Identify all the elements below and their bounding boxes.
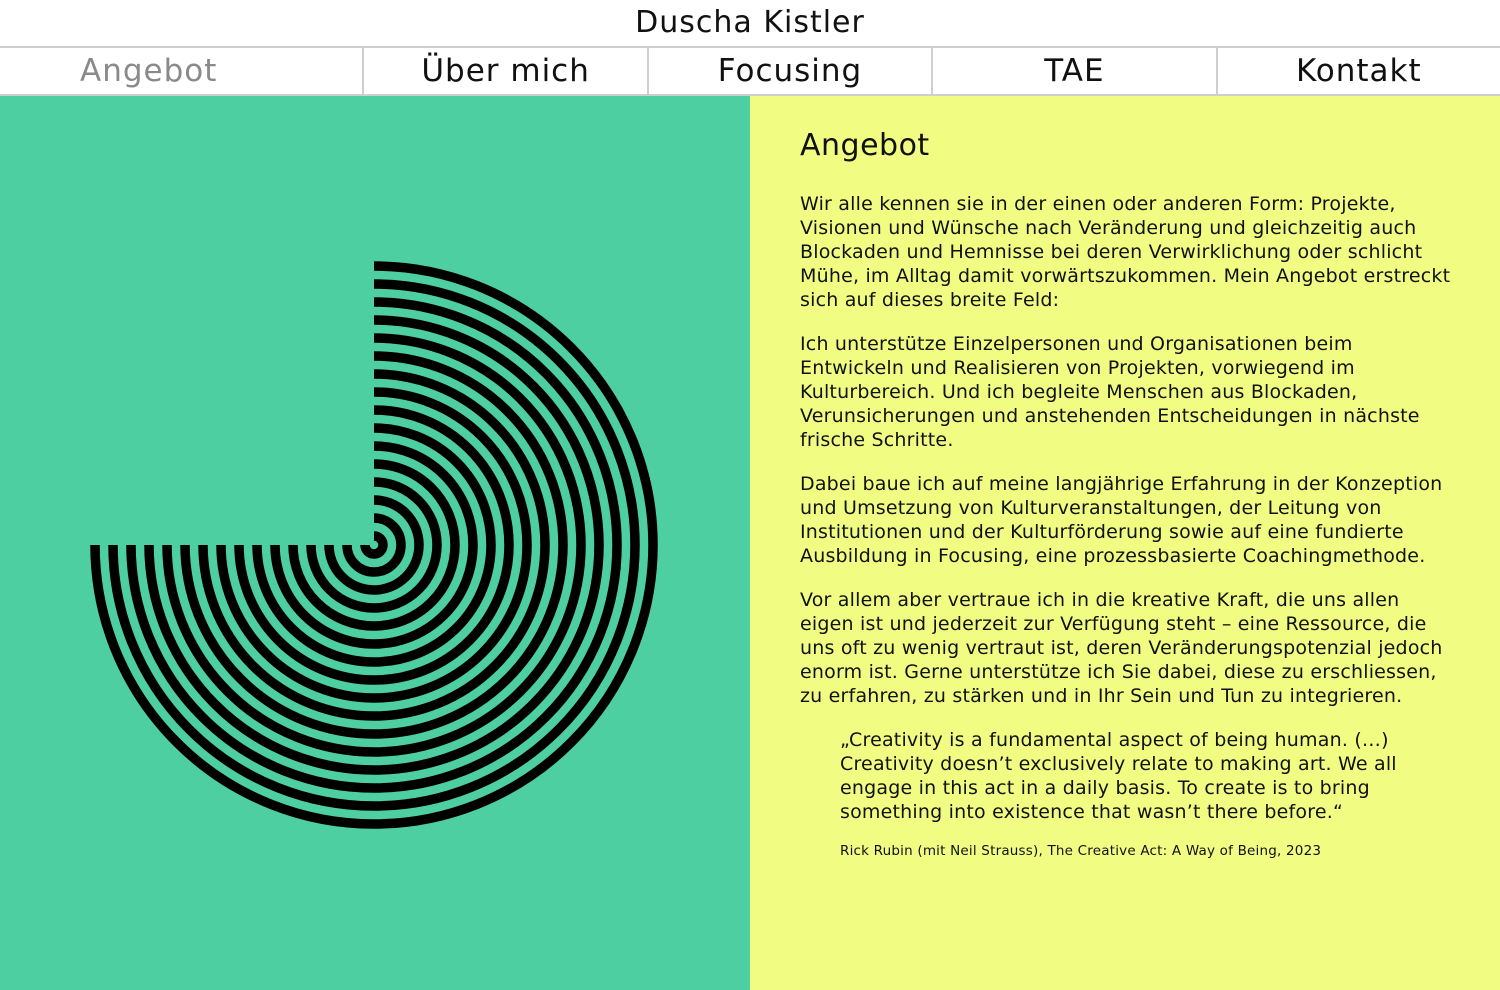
ring-arc [293, 464, 455, 626]
ring-arc [95, 266, 653, 824]
creativity-paragraph: Vor allem aber vertraue ich in die kreative Kraft, die uns allen eigen ist und jederzeit zur Verfügung steht – eine Ressource, die uns oft zu wenig vertraut ist, deren Veränderungspotenzial jedoch enorm ist. Gerne unterstütze ich Sie dabei, diese zu erschliessen, zu erfahren, zu stärken und in Ihr Sein und Tun zu integrieren. [800, 589, 1443, 707]
concentric-rings-artwork [0, 96, 750, 990]
nav-item-kontakt[interactable]: Kontakt [1216, 48, 1500, 94]
nav-item-focusing[interactable]: Focusing [647, 48, 931, 94]
site-title[interactable]: Duscha Kistler [635, 5, 865, 40]
page-title: Angebot [800, 128, 930, 163]
ring-arc [365, 536, 383, 554]
intro-paragraph: Wir alle kennen sie in der einen oder anderen Form: Projekte, Visionen und Wünsche nach Veränderung und gleichzeitig auch Blockaden und Hemnisse bei deren Verwirklichung oder schlicht Mühe, im Alltag damit vorwärtszukommen. Mein Angebot erstreckt sich auf dieses breite Feld: [800, 193, 1451, 311]
support-paragraph: Ich unterstütze Einzelpersonen und Organisationen beim Entwickeln und Realisieren von Projekten, vorwiegend im Kulturbereich. Und ich begleite Menschen aus Blockaden, Verunsicherungen und anstehenden Entscheidungen in nächste frische Schritte. [800, 333, 1420, 451]
nav-item-angebot[interactable]: Angebot [80, 53, 218, 89]
main-nav [0, 46, 1500, 96]
content-panel [750, 96, 1500, 990]
quote-source: Rick Rubin (mit Neil Strauss), The Creative Act: A Way of Being, 2023 [840, 843, 1322, 859]
artwork-panel [0, 96, 750, 990]
nav-item-tae[interactable]: TAE [931, 48, 1215, 94]
quote-text: „Creativity is a fundamental aspect of being human. (…) Creativity doesn’t exclusively relate to making art. We all engage in this act in a daily basis. To create is to bring something into existence that wasn’t there before.“ [840, 729, 1397, 823]
ring-arc [167, 338, 581, 752]
ring-arc [113, 284, 635, 806]
ring-arc [275, 446, 473, 644]
ring-arc [347, 518, 401, 572]
site-header [0, 0, 1500, 46]
nav-item-ueber-mich[interactable]: Über mich [362, 48, 646, 94]
experience-paragraph: Dabei baue ich auf meine langjährige Erfahrung in der Konzeption und Umsetzung von Kulturveranstaltungen, der Leitung von Institutionen und der Kulturförderung sowie auf eine fundierte Ausbildung in Focusing, eine prozessbasierte Coachingmethode. [800, 473, 1443, 567]
ring-arc [221, 392, 527, 698]
